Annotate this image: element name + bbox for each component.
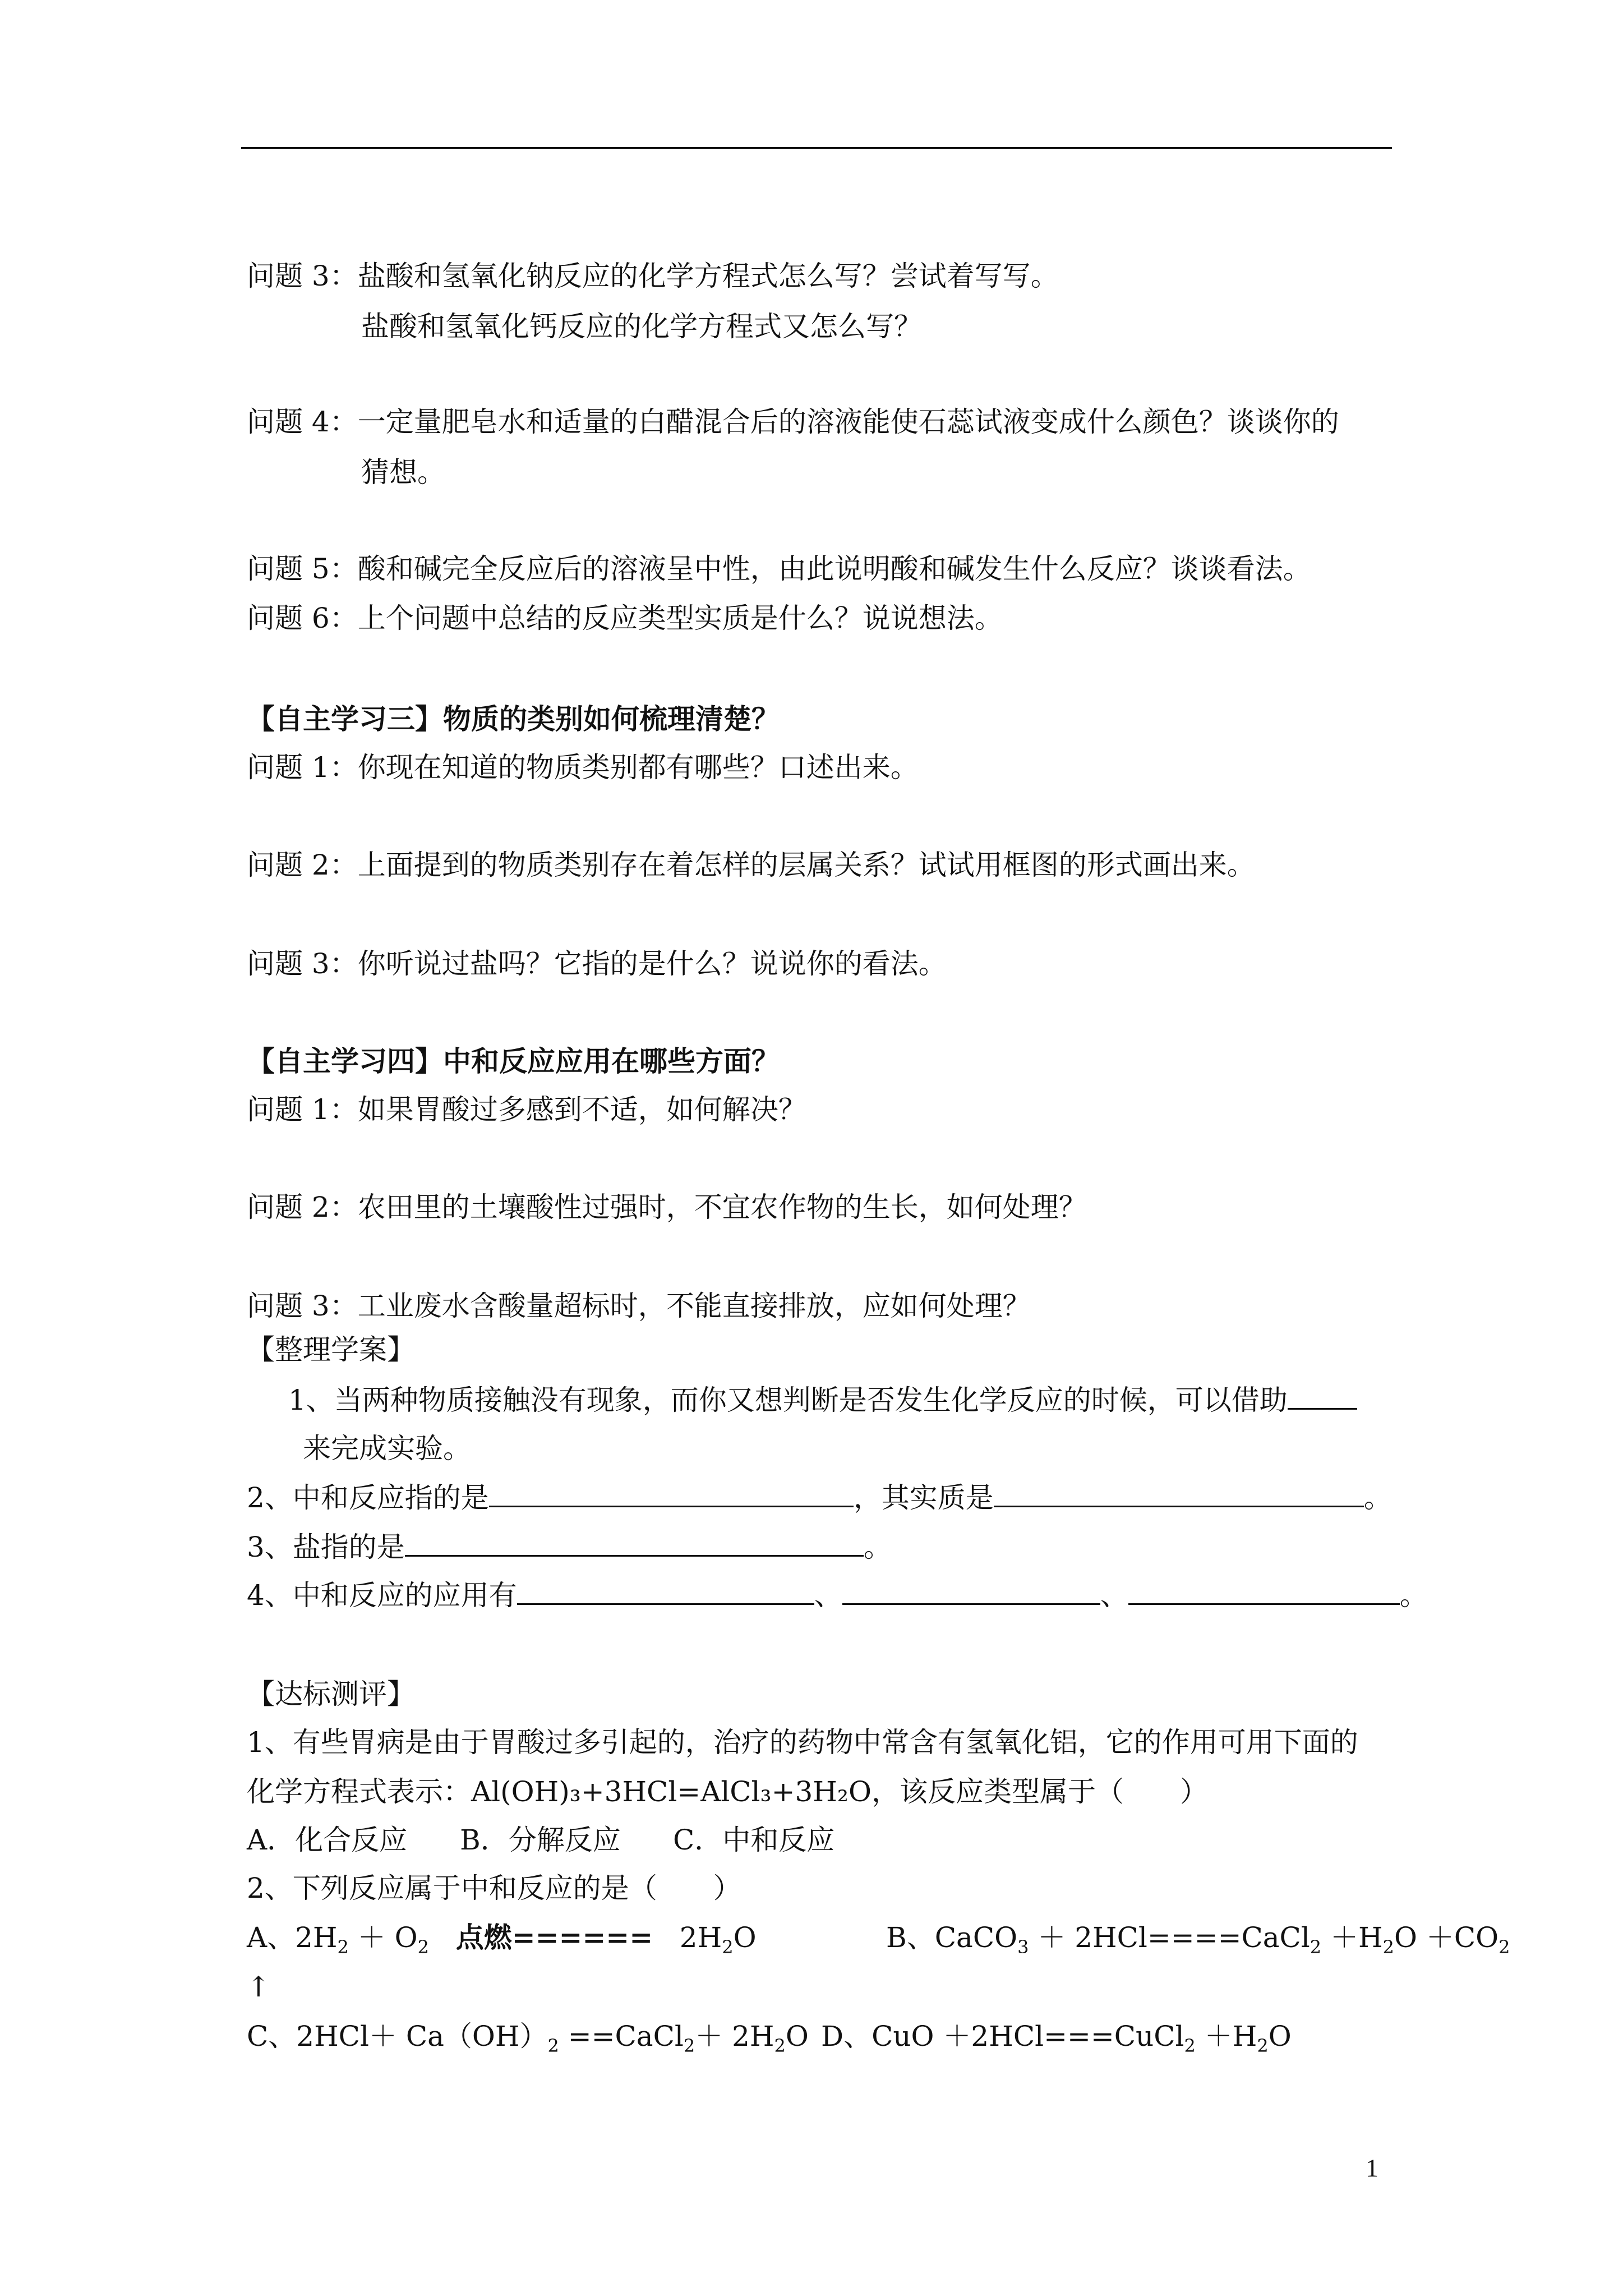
option-c[interactable]: C．中和反应 (673, 1824, 835, 1856)
test-question-1-prefix: 化学方程式表示： (247, 1775, 471, 1808)
section-4-question-3: 问题 3：工业废水含酸量超标时，不能直接排放，应如何处理？ (247, 1290, 1031, 1322)
section-3-question-2: 问题 2：上面提到的物质类别存在着怎样的层属关系？试试用框图的形式画出来。 (247, 849, 1255, 881)
summary-item-2 (247, 1480, 1392, 1515)
question-6: 问题 6：上个问题中总结的反应类型实质是什么？说说想法。 (247, 602, 1003, 634)
summary-item-1 (288, 1382, 1357, 1417)
section-4-question-2: 问题 2：农田里的土壤酸性过强时，不宜农作物的生长，如何处理？ (247, 1191, 1087, 1223)
fill-blank-2a[interactable] (489, 1480, 854, 1507)
summary-item-2-end: 。 (1363, 1481, 1392, 1514)
question-4-line1: 问题 4：一定量肥皂水和适量的白醋混合后的溶液能使石蕊试液变成什么颜色？谈谈你的 (247, 406, 1339, 438)
option-d-label: D、 (821, 2020, 872, 2053)
fill-blank-4a[interactable] (517, 1577, 814, 1605)
test-question-1-line2 (247, 1775, 1208, 1809)
fill-blank-4c[interactable] (1128, 1577, 1400, 1605)
fill-blank-2b[interactable] (994, 1480, 1364, 1507)
fill-blank-4b[interactable] (842, 1577, 1100, 1605)
option-b-label: B、 (886, 1921, 935, 1954)
summary-item-4-end: 。 (1399, 1579, 1428, 1612)
section-3-heading: 【自主学习三】物质的类别如何梳理清楚？ (247, 702, 780, 735)
test-question-1-line1: 1、有些胃病是由于胃酸过多引起的，治疗的药物中常含有氢氧化铝，它的作用可用下面的 (247, 1726, 1358, 1759)
option-c-label: C、 (247, 2020, 297, 2053)
question-3-line2: 盐酸和氢氧化钙反应的化学方程式又怎么写？ (361, 310, 922, 343)
summary-item-2-text: 2、中和反应指的是 (247, 1481, 489, 1514)
summary-item-1-cont: 来完成实验。 (303, 1432, 471, 1465)
option-a-condition: 点燃====== (455, 1921, 653, 1954)
section-4-question-1: 问题 1：如果胃酸过多感到不适，如何解决？ (247, 1093, 806, 1126)
summary-item-3-text: 3、盐指的是 (247, 1531, 405, 1563)
option-a-label: A、 (247, 1921, 296, 1954)
fill-blank-3[interactable] (405, 1529, 864, 1557)
header-rule (241, 147, 1392, 149)
question-5: 问题 5：酸和碱完全反应后的溶液呈中性，由此说明酸和碱发生什么反应？谈谈看法。 (247, 553, 1311, 585)
test-question-2-option-b: B、CaCO$_3$ ＋ 2HCl====CaCl$_2$ $+H_2O +CO_2$ (886, 1921, 1510, 1958)
test-heading: 【达标测评】 (247, 1678, 415, 1710)
summary-item-3 (247, 1529, 892, 1564)
option-a[interactable]: A．化合反应 (247, 1824, 408, 1856)
section-3-question-1: 问题 1：你现在知道的物质类别都有哪些？口述出来。 (247, 751, 919, 784)
test-question-2-option-d: D、CuO ＋2HCl===CuCl$_2$ $+H_2O$ (821, 2020, 1292, 2056)
option-b[interactable]: B．分解反应 (460, 1824, 621, 1856)
test-question-1-suffix: ，该反应类型属于（ ） (871, 1775, 1208, 1808)
fill-blank-1[interactable] (1288, 1382, 1357, 1410)
test-question-2-options-ab: A、$2H_2 + O_2$ 点燃====== $2H_2O$ (247, 1921, 757, 1958)
page-number: 1 (1366, 2154, 1378, 2182)
summary-item-2-mid: ，其实质是 (853, 1481, 994, 1514)
test-question-2-option-c: C、$2HCl+ Ca(OH)_2$ ==CaCl$_2$＋ $2H_2O$ (247, 2020, 809, 2056)
section-4-heading: 【自主学习四】中和反应应用在哪些方面？ (247, 1045, 780, 1078)
section-3-question-3: 问题 3：你听说过盐吗？它指的是什么？说说你的看法。 (247, 947, 947, 980)
summary-heading: 【整理学案】 (247, 1333, 415, 1366)
summary-item-4-text: 4、中和反应的应用有 (247, 1579, 517, 1612)
test-question-1-options (247, 1823, 834, 1857)
test-question-1-equation: Al(OH)₃+3HCl=AlCl₃+3H₂O (471, 1775, 872, 1808)
summary-item-4-sep-1: 、 (814, 1579, 842, 1612)
summary-item-3-end: 。 (863, 1531, 892, 1563)
gas-arrow: ↑ (247, 1971, 270, 2003)
summary-item-4-sep-2: 、 (1100, 1579, 1128, 1612)
summary-item-1-text: 1、当两种物质接触没有现象，而你又想判断是否发生化学反应的时候，可以借助 (288, 1384, 1288, 1416)
question-3-line1: 问题 3：盐酸和氢氧化钠反应的化学方程式怎么写？尝试着写写。 (247, 260, 1059, 292)
summary-item-4 (247, 1577, 1428, 1612)
question-4-line2: 猜想。 (361, 456, 445, 489)
test-question-2: 2、下列反应属于中和反应的是（ ） (247, 1872, 741, 1904)
